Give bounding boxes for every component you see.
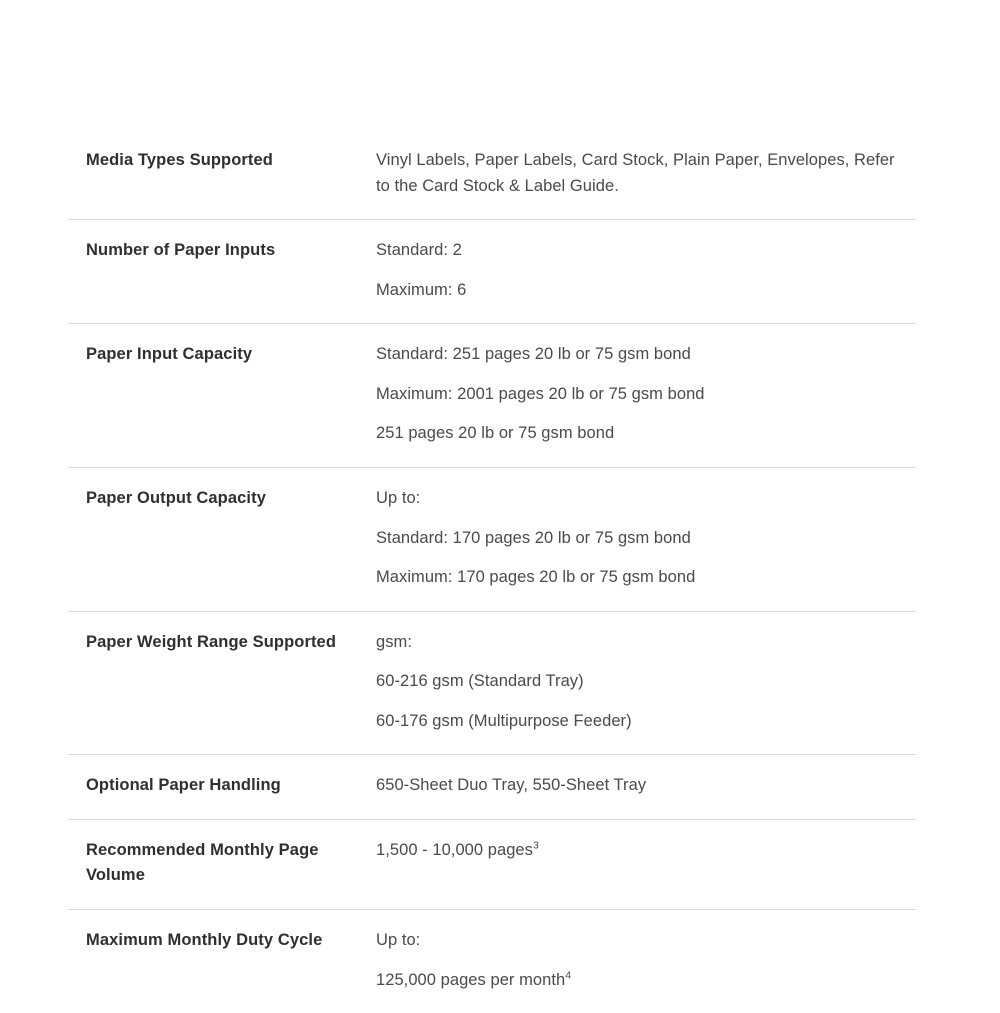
value-span: 125,000 pages per month xyxy=(376,971,565,989)
value-text: Standard: 251 pages 20 lb or 75 gsm bond xyxy=(376,342,908,368)
value-text: Up to: xyxy=(376,928,908,954)
row-label-paper-output-capacity: Paper Output Capacity xyxy=(68,467,372,611)
row-value-media-types xyxy=(372,130,916,220)
value-text: Up to: xyxy=(376,486,908,512)
row-value-paper-input-capacity xyxy=(372,324,916,468)
specifications-sheet xyxy=(68,130,916,1013)
value-text xyxy=(376,838,908,864)
table-row xyxy=(68,220,916,324)
value-text: gsm: xyxy=(376,630,908,656)
row-label-optional-paper-handling: Optional Paper Handling xyxy=(68,755,372,820)
row-label-number-of-paper-inputs: Number of Paper Inputs xyxy=(68,220,372,324)
value-text: Maximum: 2001 pages 20 lb or 75 gsm bond xyxy=(376,382,908,408)
value-text: Standard: 170 pages 20 lb or 75 gsm bond xyxy=(376,526,908,552)
row-value-maximum-monthly-duty-cycle xyxy=(372,910,916,1013)
table-row xyxy=(68,910,916,1013)
value-text: 251 pages 20 lb or 75 gsm bond xyxy=(376,421,908,447)
row-label-paper-weight-range: Paper Weight Range Supported xyxy=(68,611,372,755)
value-text: Maximum: 6 xyxy=(376,278,908,304)
row-value-recommended-monthly-page-volume xyxy=(372,819,916,909)
value-text: Standard: 2 xyxy=(376,238,908,264)
footnote-marker: 4 xyxy=(565,969,571,981)
value-text xyxy=(376,968,908,994)
row-label-media-types: Media Types Supported xyxy=(68,130,372,220)
value-text: Maximum: 170 pages 20 lb or 75 gsm bond xyxy=(376,565,908,591)
row-label-paper-input-capacity: Paper Input Capacity xyxy=(68,324,372,468)
table-row xyxy=(68,611,916,755)
table-row xyxy=(68,467,916,611)
value-text: 60-216 gsm (Standard Tray) xyxy=(376,669,908,695)
table-row xyxy=(68,755,916,820)
footnote-marker: 3 xyxy=(533,839,539,851)
value-span: 1,500 - 10,000 pages xyxy=(376,841,533,859)
row-value-paper-output-capacity xyxy=(372,467,916,611)
specifications-table xyxy=(68,130,916,1013)
value-text: Vinyl Labels, Paper Labels, Card Stock, Plain Paper, Envelopes, Refer to the Card Stock & Label Guide. xyxy=(376,148,908,199)
row-value-paper-weight-range xyxy=(372,611,916,755)
row-value-optional-paper-handling xyxy=(372,755,916,820)
table-row xyxy=(68,819,916,909)
row-label-recommended-monthly-page-volume: Recommended Monthly Page Volume xyxy=(68,819,372,909)
value-text: 650-Sheet Duo Tray, 550-Sheet Tray xyxy=(376,773,908,799)
table-row xyxy=(68,324,916,468)
table-body xyxy=(68,130,916,1013)
table-row xyxy=(68,130,916,220)
row-label-maximum-monthly-duty-cycle: Maximum Monthly Duty Cycle xyxy=(68,910,372,1013)
value-text: 60-176 gsm (Multipurpose Feeder) xyxy=(376,709,908,735)
row-value-number-of-paper-inputs xyxy=(372,220,916,324)
